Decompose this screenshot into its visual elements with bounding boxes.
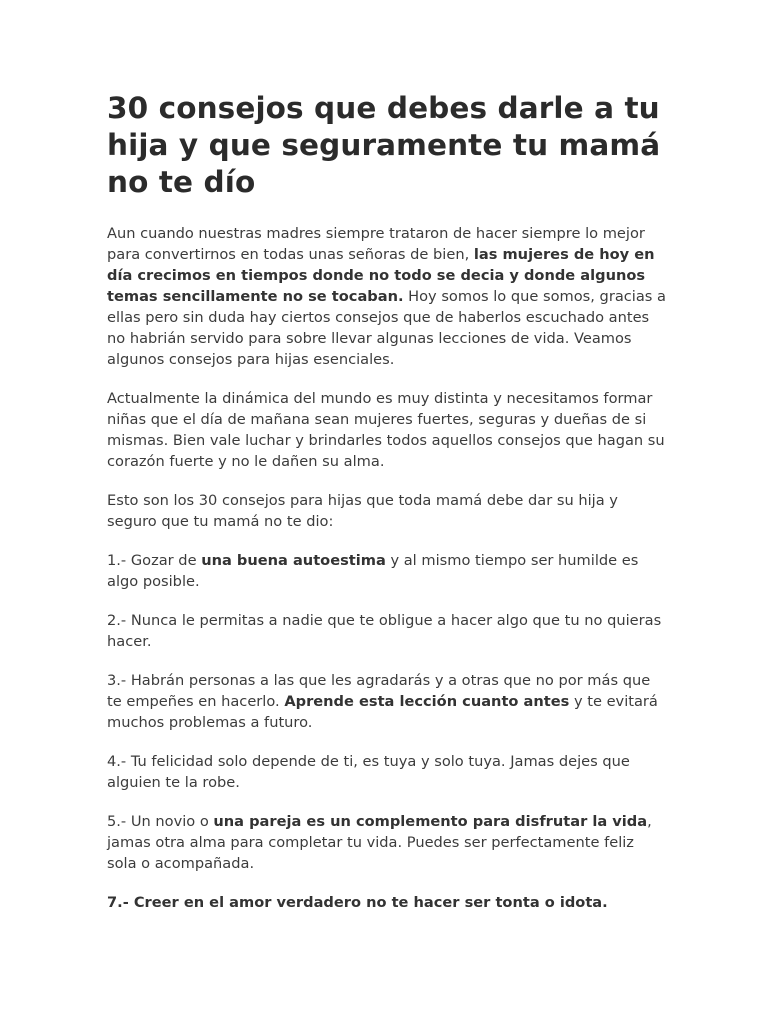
tip-7 [107,892,667,913]
article-title: 30 consejos que debes darle a tu hija y que seguramente tu mamá no te dío [107,91,661,199]
tip-5-text-b: , jamas otra alma para completar tu vida. Puedes ser perfectamente feliz sola o acompañada. [107,813,652,872]
intro-text-a: Aun cuando nuestras madres siempre trataron de hacer siempre lo mejor para convertirnos en todas unas señoras de bien, [107,225,645,263]
tip-2: 2.- Nunca le permitas a nadie que te obligue a hacer algo que tu no quieras hacer. [107,612,662,650]
tip-3-text-b: y te evitará muchos problemas a futuro. [107,693,658,731]
article [107,90,667,931]
tip-4: 4.- Tu felicidad solo depende de ti, es tuya y solo tuya. Jamas dejes que alguien te la robe. [107,753,630,791]
tip-5-text-a: 5.- Un novio o [107,813,214,830]
intro-paragraph [107,223,667,370]
tip-5-text-bold: una pareja es un complemento para disfrutar la vida [213,813,648,830]
tip-1-text-a: 1.- Gozar de [107,552,202,569]
tip-7-text-bold: 7.- Creer en el amor verdadero no te hacer ser tonta o idota. [107,894,608,911]
intro-text-bold: las mujeres de hoy en día crecimos en tiempos donde no todo se decia y donde algunos temas sencillamente no se tocaban. [107,246,655,305]
tip-1 [107,550,667,592]
tip-3 [107,670,667,733]
tip-3-text-bold: Aprende esta lección cuanto antes [284,693,570,710]
list-intro-paragraph: Esto son los 30 consejos para hijas que toda mamá debe dar su hija y seguro que tu mamá no te dio: [107,492,618,530]
tip-3-text-a: 3.- Habrán personas a las que les agradarás y a otras que no por más que te empeñes en hacerlo. [107,672,651,710]
context-paragraph: Actualmente la dinámica del mundo es muy distinta y necesitamos formar niñas que el día de mañana sean mujeres fuertes, seguras y dueñas de si mismas. Bien vale luchar y brindarles todos aquellos consejos que hagan su corazón fuerte y no le dañen su alma. [107,390,665,470]
tip-5 [107,811,667,874]
tip-1-text-b: y al mismo tiempo ser humilde es algo posible. [107,552,639,590]
intro-text-b: Hoy somos lo que somos, gracias a ellas pero sin duda hay ciertos consejos que de haberlos escuchado antes no habrián servido para sobre llevar algunas lecciones de vida. Veamos algunos consejos para hijas esenciales. [107,288,666,368]
tip-1-text-bold: una buena autoestima [201,552,386,569]
